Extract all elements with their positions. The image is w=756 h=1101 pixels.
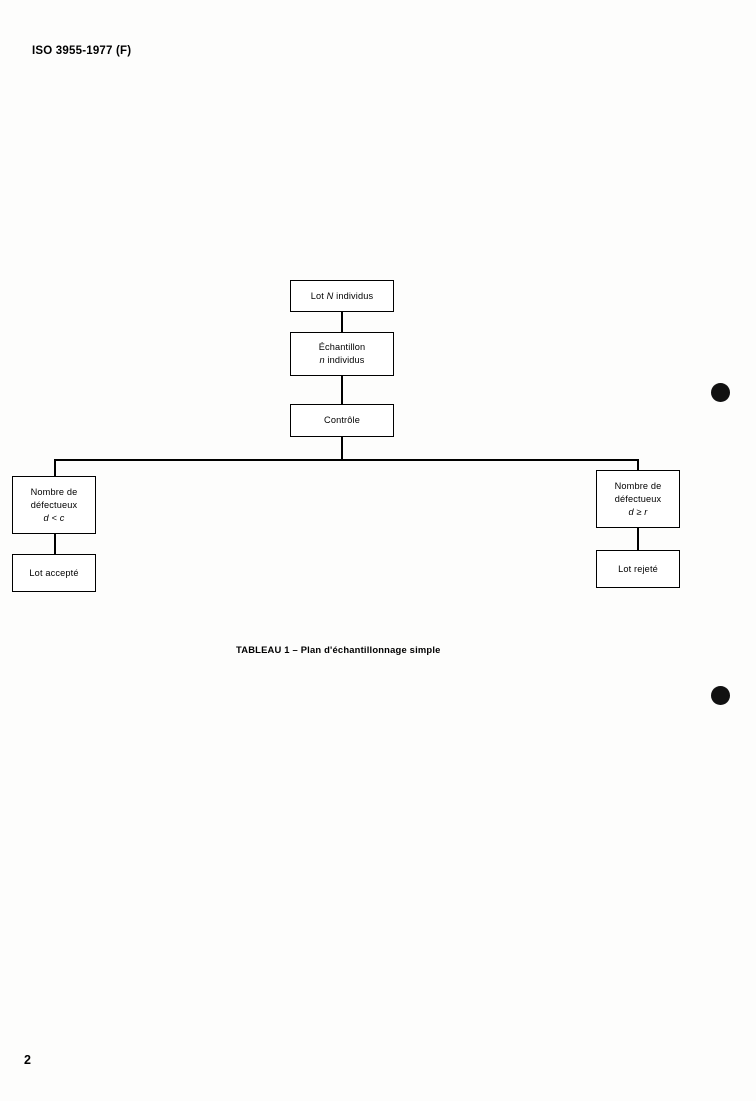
- connector-lot-to-echantillon: [341, 312, 343, 332]
- page-number: 2: [24, 1053, 31, 1067]
- connector-echantillon-to-controle: [341, 376, 343, 404]
- connector-branch-bus: [54, 459, 638, 461]
- node-nombre-defectueux-reject: [596, 470, 680, 528]
- node-left-line1: Nombre de: [30, 486, 78, 497]
- node-right-line1: Nombre de: [614, 480, 662, 491]
- node-lot-accepte-label: Lot accepté: [29, 567, 79, 578]
- connector-branch-to-right: [637, 459, 639, 470]
- node-lot-accepte: [12, 554, 96, 592]
- node-lot-symbol-n: N: [326, 290, 334, 301]
- node-left-line2: défectueux: [30, 499, 78, 510]
- node-echantillon-line2-text: individus: [324, 355, 365, 365]
- connector-controle-to-branch: [341, 437, 343, 460]
- node-controle: [290, 404, 394, 437]
- connector-branch-to-left: [54, 459, 56, 476]
- document-header: ISO 3955-1977 (F): [32, 45, 132, 57]
- node-controle-label: Contrôle: [324, 415, 360, 425]
- node-left-condition: d < c: [43, 512, 65, 523]
- connector-right-defectueux-to-rejete: [637, 528, 639, 550]
- node-echantillon-symbol-n: n: [319, 355, 325, 365]
- node-echantillon-line1: Échantillon: [318, 342, 366, 352]
- node-lot-text-b: individus: [333, 290, 374, 301]
- connector-left-defectueux-to-accepte: [54, 534, 56, 554]
- node-lot-rejete: [596, 550, 680, 588]
- figure-caption: TABLEAU 1 – Plan d'échantillonnage simple: [236, 644, 441, 655]
- node-nombre-defectueux-accept: [12, 476, 96, 534]
- node-right-condition: d ≥ r: [628, 506, 648, 517]
- node-lot-text-a: Lot: [310, 290, 327, 301]
- node-echantillon: [290, 332, 394, 376]
- node-lot: [290, 280, 394, 312]
- node-right-line2: défectueux: [614, 493, 662, 504]
- node-lot-rejete-label: Lot rejeté: [618, 563, 658, 574]
